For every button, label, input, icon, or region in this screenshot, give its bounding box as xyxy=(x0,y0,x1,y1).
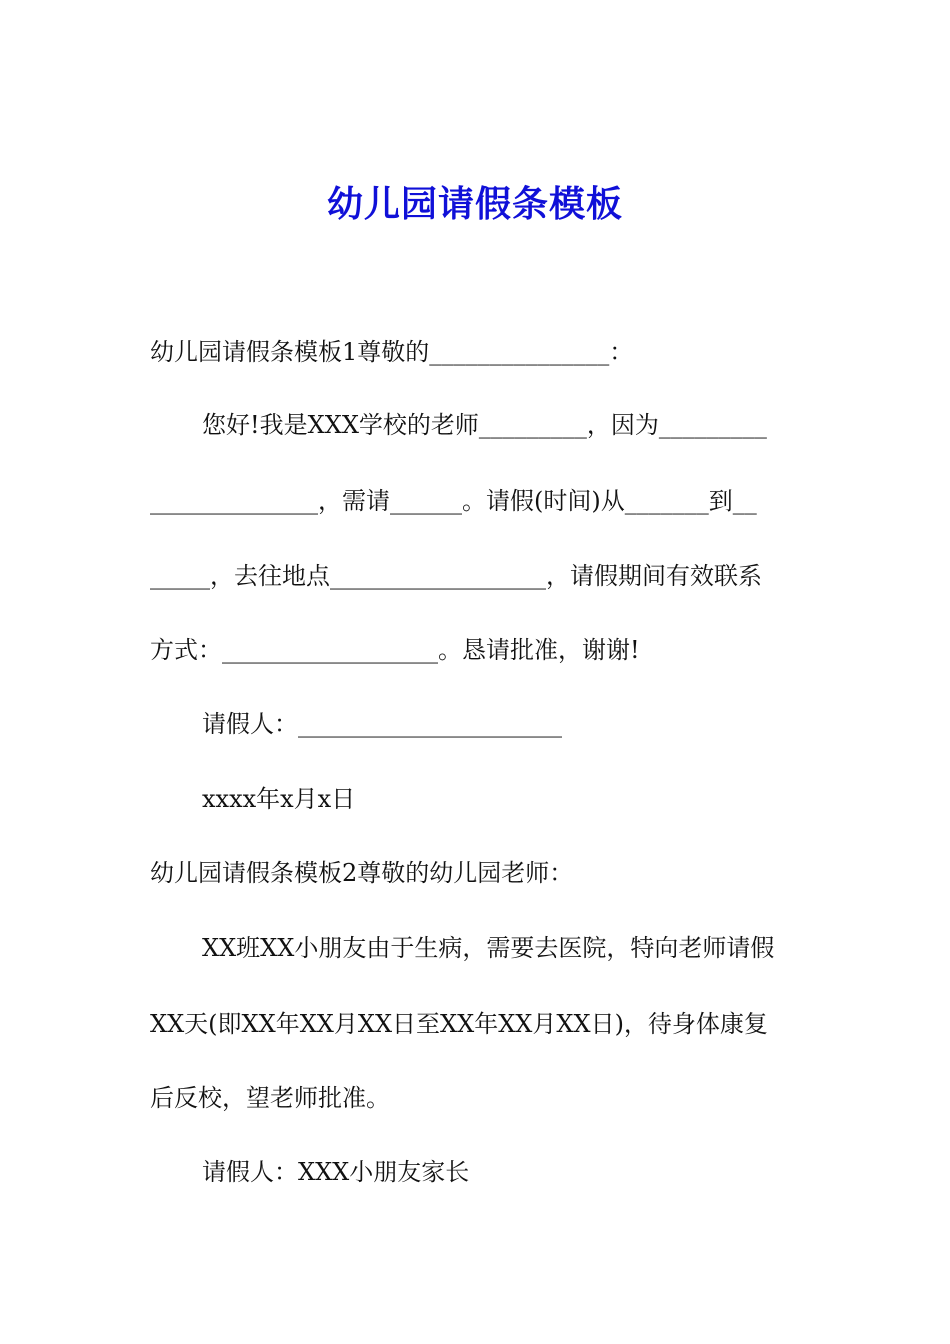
date-line: xxxx年x月x日 xyxy=(202,785,356,813)
paragraph-line: _____，去往地点__________________，请假期间有效联系 xyxy=(150,562,762,590)
paragraph-line: 您好!我是XXX学校的老师_________，因为_________ xyxy=(202,411,767,439)
applicant-line: 请假人：XXX小朋友家长 xyxy=(202,1158,470,1186)
paragraph-line: XX天(即XX年XX月XX日至XX年XX月XX日)，待身体康复 xyxy=(150,1010,768,1038)
applicant-line: 请假人：______________________ xyxy=(202,710,562,738)
paragraph-line: 后反校，望老师批准。 xyxy=(150,1084,390,1112)
template-1-heading: 幼儿园请假条模板1尊敬的_______________： xyxy=(150,338,634,366)
document-title: 幼儿园请假条模板 xyxy=(326,183,623,225)
template-2-heading: 幼儿园请假条模板2尊敬的幼儿园老师： xyxy=(150,859,574,887)
paragraph-line: XX班XX小朋友由于生病，需要去医院，特向老师请假 xyxy=(202,934,775,962)
paragraph-line: 方式：__________________。恳请批准，谢谢! xyxy=(150,636,640,664)
paragraph-line: ______________，需请______。请假(时间)从_______到__ xyxy=(150,487,757,515)
